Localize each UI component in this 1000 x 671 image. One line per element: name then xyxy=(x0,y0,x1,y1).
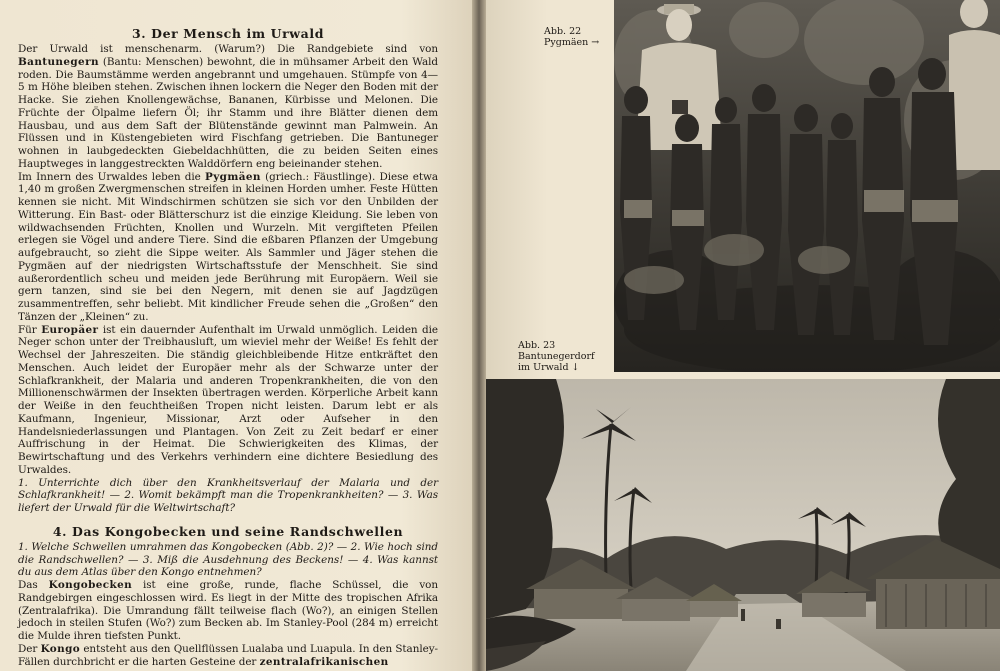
caption-22-number: Abb. 22 xyxy=(544,26,582,37)
keyword-kongo: Kongo xyxy=(40,642,81,655)
keyword-pygmaeen: Pygmäen xyxy=(205,170,261,183)
text-run: Das xyxy=(18,579,49,591)
section-3-paragraph-2 xyxy=(18,171,438,324)
section-3-questions: 1. Unterrichte dich über den Krankheitsverlauf der Malaria und der Schlafkrankheit! — 2. Womit bekämpft man die Tropenkrankheiten? — 3. Was liefert der Urwald für die Weltwirtschaft? xyxy=(18,476,438,514)
text-run: ist eine große, runde, flache Schüssel, die von Randgebirgen eingeschlossen wird. Es liegt in der Mitte des tropischen Afrika (Zentralafrika). Die Umrandung fällt teilweise flach (Wo?), an einigen Stellen jedoch in steilen Stufen (Wo?) zum Becken ab. Im Stanley-Pool (284 m) erreicht die Mulde ihren tiefsten Punkt. xyxy=(18,579,438,642)
section-4-heading: 4. Das Kongobecken und seine Randschwellen xyxy=(52,523,404,539)
text-column xyxy=(18,26,438,668)
pygmies-photo-illustration xyxy=(614,0,1000,372)
village-photo-illustration xyxy=(486,379,1000,671)
keyword-bantuneger: Bantunegern xyxy=(18,55,99,68)
caption-23-number: Abb. 23 xyxy=(518,340,556,351)
text-run: Der Urwald ist menschenarm. (Warum?) Die Randgebiete sind von xyxy=(18,43,438,55)
section-3-heading: 3. Der Mensch im Urwald xyxy=(131,26,325,41)
section-4-paragraph-1 xyxy=(18,579,438,643)
text-run: entsteht aus den Quellflüssen Lualaba und Luapula. In den Stanley-Fällen durchbricht er die harten Gesteine der xyxy=(18,642,438,668)
caption-23-subtitle: im Urwald ↓ xyxy=(518,362,580,373)
photo-bantu-village xyxy=(486,379,1000,671)
keyword-europaeer: Europäer xyxy=(41,323,99,336)
text-run: Im Innern des Urwaldes leben die xyxy=(18,170,206,183)
section-4-questions: 1. Welche Schwellen umrahmen das Kongobecken (Abb. 2)? — 2. Wie hoch sind die Randschwellen? — 3. Miß die Ausdehnung des Beckens! — 4. Was kannst du aus dem Atlas über den Kongo entnehmen? xyxy=(18,540,438,579)
keyword-kongobecken: Kongobecken xyxy=(48,579,133,591)
caption-abb-23 xyxy=(518,340,595,373)
text-run: ist ein dauernder Aufenthalt im Urwald unmöglich. Leiden die Neger schon unter der Treibhausluft, um wieviel mehr der Weiße! Es fehlt der Wechsel der Jahreszeiten. Die ständig gleichbleibende Hitze entkräftet den Menschen. Auch leidet der Europäer mehr als der Schwarze unter der Schlafkrankheit, der Malaria und anderen Tropenkrankheiten, die von den Millionenschwärmen der Insekten übertragen werden. Körperliche Arbeit kann der Weiße in den feuchtheißen Tropen nicht leisten. Darum lebt er als Kaufmann, Ingenieur, Missionar, Arzt oder Aufseher in den Handelsniederlassungen und Plantagen. Von Zeit zu Zeit bedarf er einer Auffrischung in der Heimat. Die Schwierigkeiten des Klimas, der Bewirtschaftung und des Verkehrs verhindern eine dichtere Besiedlung des Urwaldes. xyxy=(18,323,438,476)
photo-pygmies xyxy=(614,0,1000,372)
caption-22-title: Pygmäen → xyxy=(544,37,600,48)
text-run: (Bantu: Menschen) bewohnt, die in mühsamer Arbeit den Wald roden. Die Baumstämme werden angebrannt und umgehauen. Stümpfe von 4—5 m Höhe bleiben stehen. Zwischen ihnen lockern die Neger den Boden mit der Hacke. Sie ziehen Knollengewächse, Bananen, Kürbisse und Melonen. Die Früchte der Ölpalme liefern Öl; ihr Stamm und ihre Blätter dienen dem Hausbau, und aus dem Saft der Blütenstände gewinnt man Palmwein. An Flüssen und in Küstengebieten wird Fischfang getrieben. Die Bantuneger wohnen in laubgedeckten Giebeldachhütten, die zu beiden Seiten eines Hauptweges in langgestreckten Walddörfern eng beieinander stehen. xyxy=(18,55,438,170)
text-run: (griech.: Fäustlinge). Diese etwa 1,40 m großen Zwergmenschen streifen in kleinen Horden umher. Feste Hütten kennen sie nicht. Mit Windschirmen schützen sie sich vor den Unbilden der Witterung. Ein Bast- oder Blätterschurz ist die einzige Kleidung. Sie leben von wildwachsenden Früchten, Knollen und Wurzeln. Mit vergifteten Pfeilen erlegen sie Vögel und andere Tiere. Sind die eßbaren Pflanzen der Umgebung aufgebraucht, so zieht die Sippe weiter. Als Sammler und Jäger stehen die Pygmäen auf der niedrigsten Wirtschaftsstufe der Menschheit. Sie sind außerordentlich scheu und meiden jede Berührung mit Europäern. Weil sie gern tanzen, sind sie bei den Negern, mit denen sie auf Jagdzügen zusammentreffen, sehr beliebt. Mit kindlicher Freude sehen die „Großen“ den Tänzen der „Kleinen“ zu. xyxy=(18,170,438,323)
right-page xyxy=(486,0,1000,671)
caption-23-title: Bantunegerdorf xyxy=(518,351,595,362)
left-page xyxy=(0,0,472,671)
keyword-zentralafrikanischen: zentralafrikanischen xyxy=(259,655,389,668)
caption-abb-22 xyxy=(544,26,599,48)
text-run: Für xyxy=(18,323,42,336)
section-3-paragraph-1 xyxy=(18,43,438,171)
text-run: Der xyxy=(18,642,41,655)
section-4-paragraph-2 xyxy=(18,643,438,669)
section-3-paragraph-3 xyxy=(18,324,438,477)
book-gutter xyxy=(472,0,486,671)
